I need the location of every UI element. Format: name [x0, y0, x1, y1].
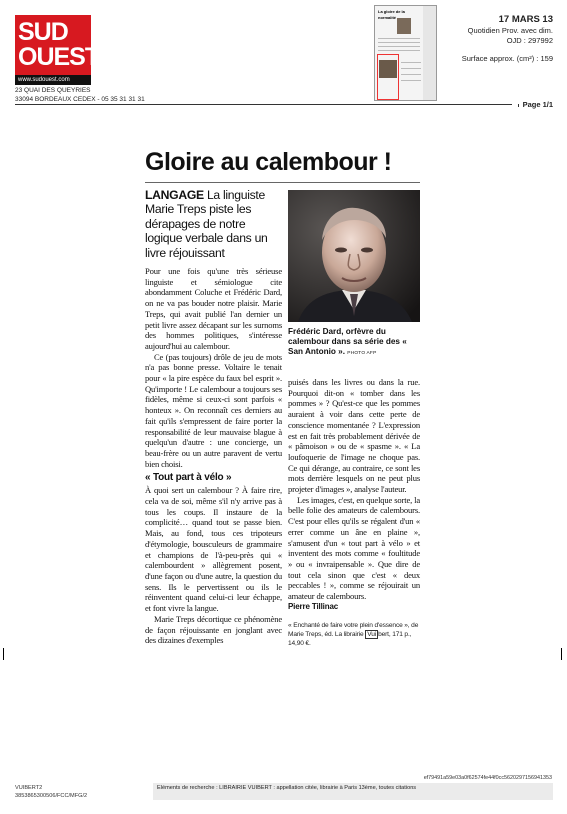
paragraph: Ce (pas toujours) drôle de jeu de mots n'a pas bonne presse. Voltaire le tenait pour « la pire espèce du faux bel esprit ». Qu'importe ! Le calembour a toujours ses fidèles, même si ceux-ci sont parfois « honteux ». On reconnaît ces derniers au fait qu'ils s'empressent de faire porter la responsabilité de leur mauvaise blague à quelqu'un d'autre : une concierge, un beau-frère ou un autre paravent de vertu bien choisi.	[145, 351, 282, 469]
standfirst-kicker: LANGAGE	[145, 188, 204, 202]
search-elements-bar: Eléments de recherche : LIBRAIRIE VUIBERT : appellation citée, librairie à Paris 13ème, toutes citations	[153, 783, 553, 800]
book-reference-text: « Enchanté de faire votre plein d'essence », de Marie Treps, éd. La librairie	[288, 621, 419, 638]
title-rule	[145, 182, 420, 183]
article-column-2	[288, 377, 420, 648]
thumbnail-text-line	[378, 46, 420, 47]
thumbnail-text-line	[401, 68, 421, 69]
sud-ouest-logo	[15, 15, 100, 85]
header-rule	[15, 104, 512, 105]
surface-area: Surface approx. (cm²) : 159	[461, 54, 553, 63]
thumbnail-text-line	[401, 74, 421, 75]
author-signature: Pierre Tillinac	[288, 601, 339, 611]
book-reference-end: bert, 171 p., 14,90 €.	[288, 630, 412, 648]
paragraph: puisés dans les livres ou dans la rue. Pourquoi dit-on « tomber dans les pommes » ? Qu'est-ce que les pommes auraient à voir dans cette perte de conscience momentanée ? L'expression est en fait très probablement dérivée de « pâmoison » ou de « spasme ». « La loufoquerie de l'image ne choque pas. Ce qui dérange, au contraire, ce sont les mots derrière lesquels on ne peut plus projeter d'images », analyse l'auteur.	[288, 377, 420, 495]
photo-caption	[288, 327, 420, 359]
client-codes	[15, 785, 87, 800]
publisher-address	[15, 87, 145, 104]
publication-frequency: Quotidien Prov. avec dim.	[467, 26, 553, 35]
address-line-2: 33094 BORDEAUX CEDEX - 05 35 31 31 31	[15, 95, 145, 103]
portrait-photo	[288, 190, 420, 322]
logo-line-1: SUD	[18, 18, 68, 46]
publication-date: 17 MARS 13	[498, 14, 553, 25]
client-code-1: VUIBERT2	[15, 785, 43, 791]
thumbnail-photo-top	[397, 18, 411, 34]
paragraph: À quoi sert un calembour ? À faire rire, cela va de soi, même s'il n'y arrive pas à tous les coups. Il instaure de la complicité… quand tout se passe bien. Mais, au fond, tous ces tripoteurs d'étymologie, bousculeurs de grammaire et champions de l'à-peu-près qui « calembourdent » allègrement posent, d'une façon ou d'une autre, la question du sens. Ils le pervertissent ou ils le réinventent quand celui-ci leur échappe, et font vivre la langue.	[145, 485, 282, 614]
article-title: Gloire au calembour !	[145, 148, 392, 176]
thumbnail-text-line	[378, 50, 420, 51]
book-reference-highlight: Vui	[367, 630, 377, 638]
portrait-photo-illustration	[288, 190, 420, 322]
photo-credit: PHOTO AFP	[347, 351, 377, 356]
crop-mark-left	[3, 648, 4, 660]
ojd-figure: OJD : 297992	[506, 36, 553, 45]
paragraph: Pour une fois qu'une très sérieuse linguiste et sémiologue cite abondamment Coluche et Frédéric Dard, on ne va pas bouder notre plaisir. Marie Treps, qui avait publié l'an dernier un petit livre assez décapant sur les surnoms des hommes politiques, s'intéresse aujourd'hui au calembour.	[145, 266, 282, 351]
book-reference	[288, 621, 420, 649]
page-indicator: Page 1/1	[522, 100, 553, 109]
client-code-2: 3853865300506/FCC/MFG/2	[15, 792, 88, 799]
thumbnail-text-line	[378, 42, 420, 43]
thumbnail-side-column	[423, 6, 437, 100]
thumbnail-photo-article	[379, 60, 397, 78]
address-line-1: 23 QUAI DES QUEYRIES	[15, 87, 91, 94]
document-hash: ef79491a59e03a0f62574fe44f0cc5620297156941353	[423, 775, 552, 781]
paragraph: Marie Treps décortique ce phénomène de façon réjouissante en jonglant avec des dizaines d'exemples	[145, 613, 282, 646]
paragraph: Les images, c'est, en quelque sorte, la belle folie des amateurs de calembours. C'est pour elles qu'ils se régalent d'un « errer comme un âne en plaine », s'amusent d'un « tout part à vélo » et inventent des mots comme « foultitude » ou « invraipensable ». Que dire de tout cela sinon que c'est « deux peccables ! », comme se réjouirait un amateur de calembours.	[288, 494, 420, 602]
thumbnail-title: La gloire de la normalité	[378, 9, 405, 20]
intertitle: « Tout part à vélo »	[145, 472, 232, 484]
article-column-1	[145, 266, 282, 646]
thumbnail-text-line	[378, 38, 420, 39]
standfirst-text: La linguiste Marie Treps piste les dérapages de notre logique verbale dans un livre réjouissant	[145, 188, 268, 260]
thumbnail-text-line	[401, 62, 421, 63]
crop-mark-right	[561, 648, 562, 660]
article-standfirst	[145, 188, 285, 260]
page-thumbnail	[374, 5, 437, 101]
thumbnail-text-line	[401, 80, 421, 81]
logo-line-2: OUEST	[18, 43, 100, 71]
publication-meta	[468, 14, 553, 46]
header-rule-tick	[518, 104, 519, 107]
caption-text: Frédéric Dard, orfèvre du calembour dans sa série des « San Antonio ».	[288, 327, 407, 356]
logo-website: www.sudouest.com	[15, 75, 91, 85]
